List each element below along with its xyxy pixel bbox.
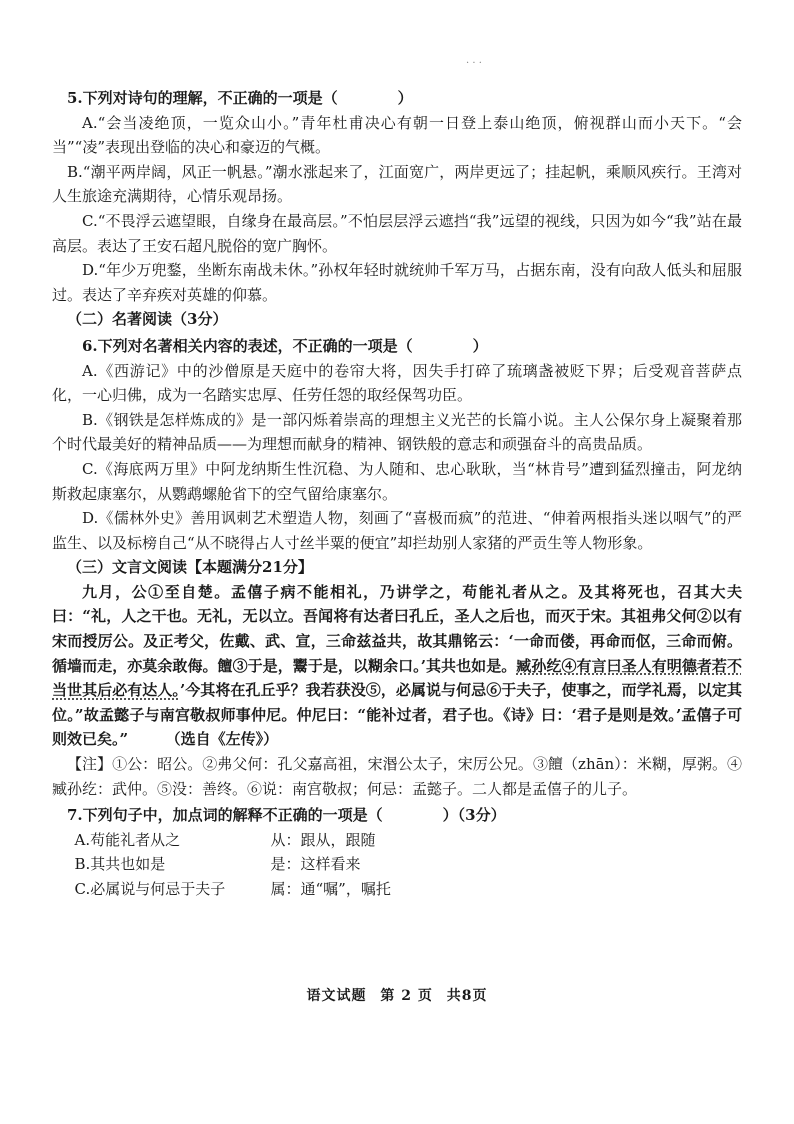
question-5-option-c: C.“不畏浮云遮望眼，自缘身在最高层。”不怕层层浮云遮挡“我”远望的视线，只因为如今“我”站在最高层。表达了王安石超凡脱俗的宽广胸怀。 [52,211,742,255]
passage-underlined-sentence: 臧孙纥④有言曰圣人有明德者若不当世其后必有达人。 [52,656,742,700]
question-6-stem: 6.下列对名著相关内容的表述，不正确的一项是（ ） [82,336,488,355]
section-2-heading: （二）名著阅读（3分） [67,310,228,329]
question-5-option-d: D.“年少万兜鍪，坐断东南战未休。”孙权年轻时就统帅千军万马，占据东南，没有向敌人低头和屈服过。表达了辛弃疾对英雄的仰慕。 [52,261,742,304]
passage-part-1: 九月，公①至自楚。孟僖子病不能相礼，乃讲学之，苟能礼者从之。及其将死也，召其大夫曰：“礼，人之干也。无礼，无以立。吾闻将有达者曰孔丘，圣人之后也，而灭于宋。其祖弗父何②以有宋而授厉公。及正考父，佐戴、武、宣，三命兹益共，故其鼎铭云：‘一命而偻，再命而伛，三命而俯。循墙而走，亦莫余敢侮。饘③于是，鬻于是，以糊余口。’其共也如是。 [52,582,742,675]
question-6-option-b: B.《钢铁是怎样炼成的》是一部闪烁着崇高的理想主义光芒的长篇小说。主人公保尔身上凝聚着那个时代最美好的精神品质——为理想而献身的精神、钢铁般的意志和顽强奋斗的高贵品质。 [52,410,742,454]
footer-page-number: 第 2 页 [380,988,433,1004]
question-5-option-b: B.“潮平两岸阔，风正一帆悬。”潮水涨起来了，江面宽广，两岸更远了；挂起帆，乘顺风疾行。王湾对人生旅途充满期待，心情乐观昂扬。 [52,162,742,206]
option-explanation: 从：跟从，跟随 [270,830,376,849]
scan-mark: · · · [466,58,482,69]
footer-total-pages: 共8页 [446,988,488,1004]
annotation-note: 【注】①公：昭公。②弗父何：孔父嘉高祖，宋湣公太子，宋厉公兄。③饘（zhān）：米糊，厚粥。④臧孙纥：武仲。⑤没：善终。⑥说：南宫敬叔；何忌：孟懿子。二人都是孟僖子的儿子。 [52,755,742,798]
option-explanation: 属：通“嘱”，嘱托 [270,880,391,898]
option-sentence: A.苟能礼者从之 [74,830,181,849]
section-3-heading: （三）文言文阅读【本题满分21分】 [67,558,313,577]
question-6-option-d: D.《儒林外史》善用讽刺艺术塑造人物，刻画了“喜极而疯”的范进、“伸着两根指头迷以咽气”的严监生、以及标榜自己“从不晓得占人寸丝半粟的便宜”却拦劫别人家猪的严贡生等人物形象。 [52,509,742,552]
question-7-option-a [52,828,742,853]
page-footer [0,985,794,1005]
passage-source: （选自《左传》） [173,730,279,749]
option-explanation: 是：这样看来 [270,855,361,874]
question-7-stem: 7.下列句子中，加点词的解释不正确的一项是（ ）（3分） [67,806,506,825]
classical-passage [52,580,742,752]
option-sentence: C.必属说与何忌于夫子 [74,880,226,898]
question-5-option-a: A.“会当凌绝顶，一览众山小。”青年杜甫决心有朝一日登上泰山绝顶，俯视群山而小天下。“会当”“凌”表现出登临的决心和豪迈的气概。 [52,113,742,157]
question-7-option-c [52,877,742,902]
question-6-option-a: A.《西游记》中的沙僧原是天庭中的卷帘大将，因失手打碎了琉璃盏被贬下界；后受观音菩萨点化，一心归佛，成为一名踏实忠厚、任劳任怨的取经保驾功臣。 [52,361,742,405]
passage-part-3: ’今其将在孔丘乎？我若获没⑤，必属说与何忌⑥于夫子，使事之，而学礼焉，以定其位。”故孟懿子与南宫敬叔师事仲尼。仲尼曰：“能补过者，君子也。《诗》曰：‘君子是则是效。’孟僖子可则效已矣。” [52,681,742,749]
question-5-stem: 5.下列对诗句的理解，不正确的一项是（ ） [67,89,413,107]
exam-page [52,84,742,902]
option-sentence: B.其共也如是 [74,855,166,874]
question-6-option-c: C.《海底两万里》中阿龙纳斯生性沉稳、为人随和、忠心耿耿，当“林肯号”遭到猛烈撞击，阿龙纳斯救起康塞尔，从鹦鹉螺舱省下的空气留给康塞尔。 [52,459,742,503]
footer-subject: 语文试题 [306,988,367,1004]
question-7-option-b [52,852,742,877]
